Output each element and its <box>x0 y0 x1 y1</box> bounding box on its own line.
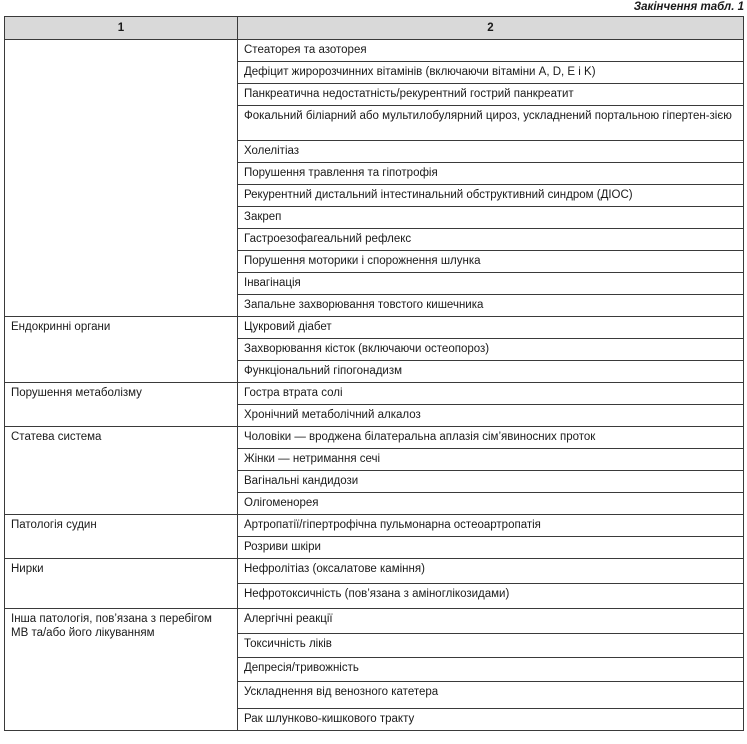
item-cell: Рекурентний дистальний інтестинальний обструктивний синдром (ДІОС) <box>238 185 744 207</box>
item-cell: Цукровий діабет <box>238 317 744 339</box>
item-cell: Ускладнення від венозного катетера <box>238 682 744 709</box>
item-cell: Запальне захворювання товстого кишечника <box>238 295 744 317</box>
item-cell: Нефролітіаз (оксалатове каміння) <box>238 559 744 584</box>
category-cell: Порушення метаболізму <box>5 383 238 427</box>
category-cell <box>5 40 238 317</box>
table-row <box>5 40 744 62</box>
table-row <box>5 427 744 449</box>
item-cell: Дефіцит жиророзчинних вітамінів (включаючи вітаміни A, D, E і K) <box>238 62 744 84</box>
item-cell: Артропатії/гіпертрофічна пульмонарна остеоартропатія <box>238 515 744 537</box>
item-cell: Фокальний біліарний або мультилобулярний цироз, ускладнений портальною гіпертен-зією <box>238 106 744 141</box>
item-cell: Гастроезофагеальний рефлекс <box>238 229 744 251</box>
item-cell: Депресія/тривожність <box>238 658 744 682</box>
item-cell: Функціональний гіпогонадизм <box>238 361 744 383</box>
item-cell: Закреп <box>238 207 744 229</box>
item-cell: Олігоменорея <box>238 493 744 515</box>
table-caption: Закінчення табл. 1 <box>633 1 744 13</box>
item-cell: Захворювання кісток (включаючи остеопороз) <box>238 339 744 361</box>
table-row <box>5 559 744 584</box>
item-cell: Розриви шкіри <box>238 537 744 559</box>
item-cell: Порушення моторики і спорожнення шлунка <box>238 251 744 273</box>
category-cell: Інша патологія, пов’язана з перебігом МВ та/або його лікуванням <box>5 609 238 731</box>
item-cell: Панкреатична недостатність/рекурентний гострий панкреатит <box>238 84 744 106</box>
column-header-2: 2 <box>238 17 744 40</box>
table-row <box>5 383 744 405</box>
item-cell: Нефротоксичність (пов’язана з аміноглікозидами) <box>238 584 744 609</box>
item-cell: Інвагінація <box>238 273 744 295</box>
item-cell: Вагінальні кандидози <box>238 471 744 493</box>
category-cell: Патологія судин <box>5 515 238 559</box>
item-cell: Токсичність ліків <box>238 634 744 658</box>
table-row <box>5 609 744 634</box>
category-cell: Ендокринні органи <box>5 317 238 383</box>
item-cell: Холелітіаз <box>238 141 744 163</box>
category-cell: Статева система <box>5 427 238 515</box>
item-cell: Гостра втрата солі <box>238 383 744 405</box>
item-cell: Рак шлунково-кишкового тракту <box>238 709 744 731</box>
category-cell: Нирки <box>5 559 238 609</box>
column-header-1: 1 <box>5 17 238 40</box>
item-cell: Порушення травлення та гіпотрофія <box>238 163 744 185</box>
table-body <box>5 40 744 731</box>
item-cell: Хронічний метаболічний алкалоз <box>238 405 744 427</box>
complications-table <box>4 16 744 731</box>
item-cell: Стеаторея та азоторея <box>238 40 744 62</box>
item-cell: Жінки — нетримання сечі <box>238 449 744 471</box>
table-row <box>5 515 744 537</box>
item-cell: Чоловіки — вроджена білатеральна аплазія сім’явиносних проток <box>238 427 744 449</box>
item-cell: Алергічні реакції <box>238 609 744 634</box>
table-row <box>5 317 744 339</box>
header-row <box>5 17 744 40</box>
